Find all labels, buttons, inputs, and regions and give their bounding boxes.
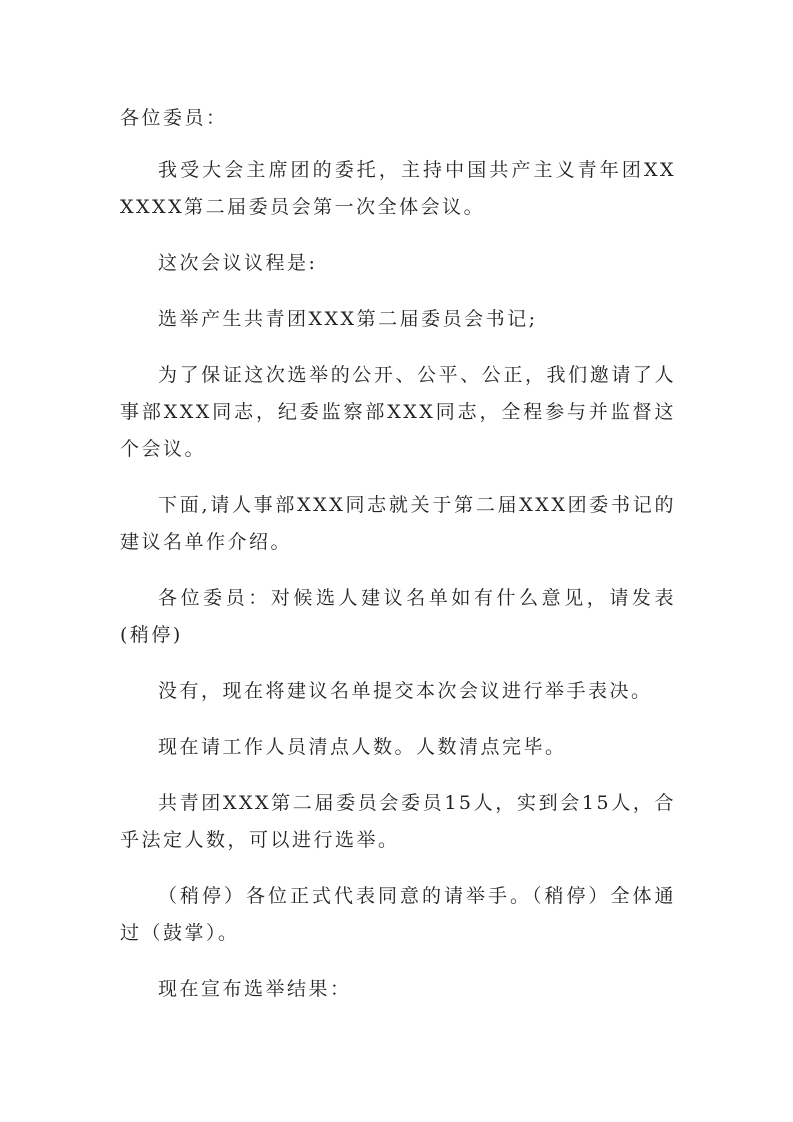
paragraph-5: 下面,请人事部XXX同志就关于第二届XXX团委书记的建议名单作介绍。	[120, 494, 676, 553]
paragraph-1: 我受大会主席团的委托，主持中国共产主义青年团XXXXXX第二届委员会第一次全体会议。	[120, 159, 676, 218]
paragraph-7: 没有，现在将建议名单提交本次会议进行举手表决。	[158, 680, 653, 702]
paragraph-6: 各位委员：对候选人建议名单如有什么意见，请发表(稍停)	[120, 587, 676, 646]
paragraph-8: 现在请工作人员清点人数。人数清点完毕。	[158, 736, 567, 758]
paragraph-3: 选举产生共青团XXX第二届委员会书记;	[158, 308, 538, 330]
paragraph-2: 这次会议议程是:	[158, 252, 318, 274]
paragraph-9: 共青团XXX第二届委员会委员15人，实到会15人，合乎法定人数，可以进行选举。	[120, 792, 676, 851]
document-body	[120, 100, 676, 1027]
paragraph-4: 为了保证这次选举的公开、公平、公正，我们邀请了人事部XXX同志，纪委监察部XXX同志，全程参与并监督这个会议。	[120, 364, 676, 460]
paragraph-10: （稍停）各位正式代表同意的请举手。（稍停）全体通过（鼓掌）。	[120, 885, 676, 944]
paragraph-11: 现在宣布选举结果：	[158, 978, 352, 1000]
salutation: 各位委员：	[120, 107, 228, 129]
